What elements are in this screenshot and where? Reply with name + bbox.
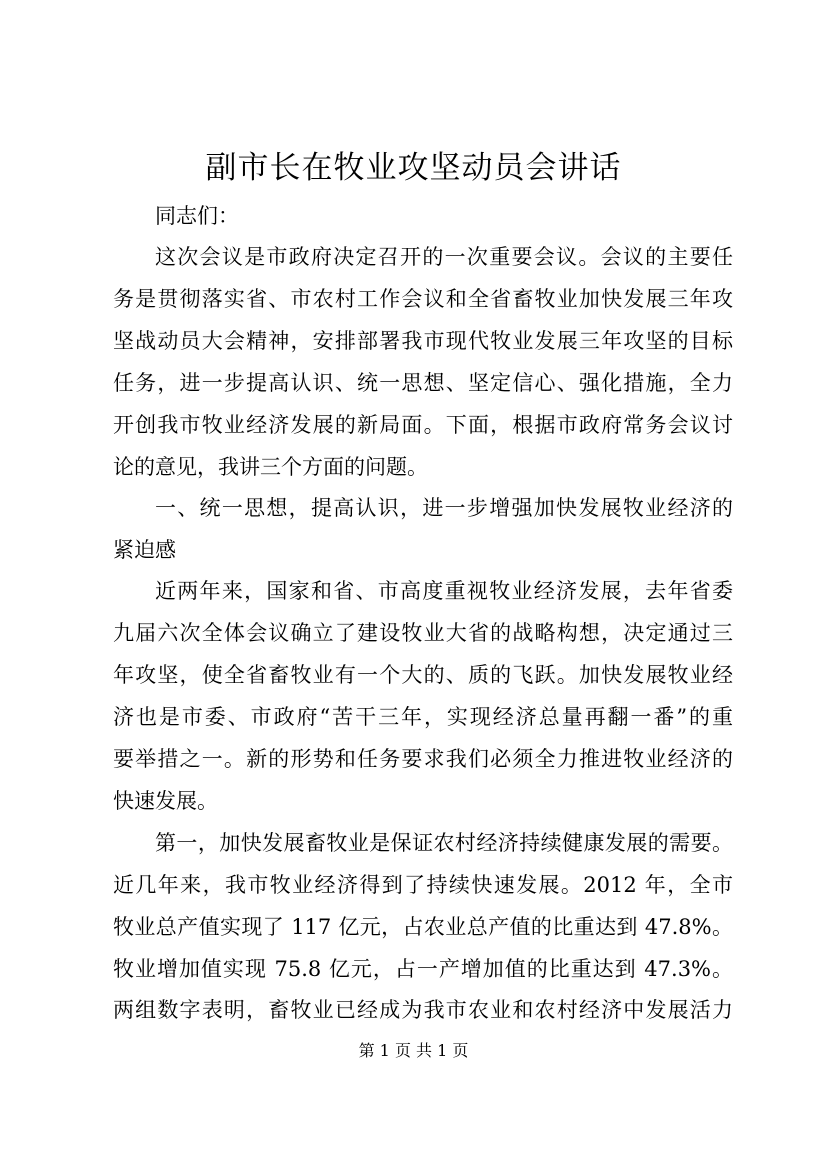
section-heading-line: 紧迫感 bbox=[113, 538, 176, 562]
body-line: 牧业增加值实现 75.8 亿元，占一产增加值的比重达到 47.3%。 bbox=[113, 957, 733, 981]
body-line: 这次会议是市政府决定召开的一次重要会议。会议的主要任 bbox=[155, 245, 733, 269]
page-number-footer: 第 1 页 共 1 页 bbox=[358, 1041, 469, 1060]
body-line: 九届六次全体会议确立了建设牧业大省的战略构想，决定通过三 bbox=[113, 621, 733, 645]
body-line: 牧业总产值实现了 117 亿元，占农业总产值的比重达到 47.8%。 bbox=[113, 915, 733, 939]
body-line: 开创我市牧业经济发展的新局面。下面，根据市政府常务会议讨 bbox=[113, 413, 733, 437]
body-line: 年攻坚，使全省畜牧业有一个大的、质的飞跃。加快发展牧业经 bbox=[113, 663, 733, 687]
body-line: 务是贯彻落实省、市农村工作会议和全省畜牧业加快发展三年攻 bbox=[113, 287, 733, 311]
body-line: 近两年来，国家和省、市高度重视牧业经济发展，去年省委 bbox=[155, 579, 733, 603]
document-title: 副市长在牧业攻坚动员会讲话 bbox=[205, 150, 622, 186]
body-line: 济也是市委、市政府“苦干三年，实现经济总量再翻一番”的重 bbox=[113, 705, 733, 729]
body-line: 同志们： bbox=[155, 204, 239, 228]
body-line: 近几年来，我市牧业经济得到了持续快速发展。2012 年，全市 bbox=[113, 873, 733, 897]
body-line: 第一，加快发展畜牧业是保证农村经济持续健康发展的需要。 bbox=[155, 831, 733, 855]
body-line: 两组数字表明，畜牧业已经成为我市农业和农村经济中发展活力 bbox=[113, 998, 733, 1022]
body-line: 坚战动员大会精神，安排部署我市现代牧业发展三年攻坚的目标 bbox=[113, 329, 733, 353]
body-line: 快速发展。 bbox=[113, 789, 218, 813]
body-line: 论的意见，我讲三个方面的问题。 bbox=[113, 455, 428, 479]
body-line: 任务，进一步提高认识、统一思想、坚定信心、强化措施，全力 bbox=[113, 371, 733, 395]
body-line: 要举措之一。新的形势和任务要求我们必须全力推进牧业经济的 bbox=[113, 747, 733, 771]
section-heading-line: 一、统一思想，提高认识，进一步增强加快发展牧业经济的 bbox=[155, 496, 733, 520]
